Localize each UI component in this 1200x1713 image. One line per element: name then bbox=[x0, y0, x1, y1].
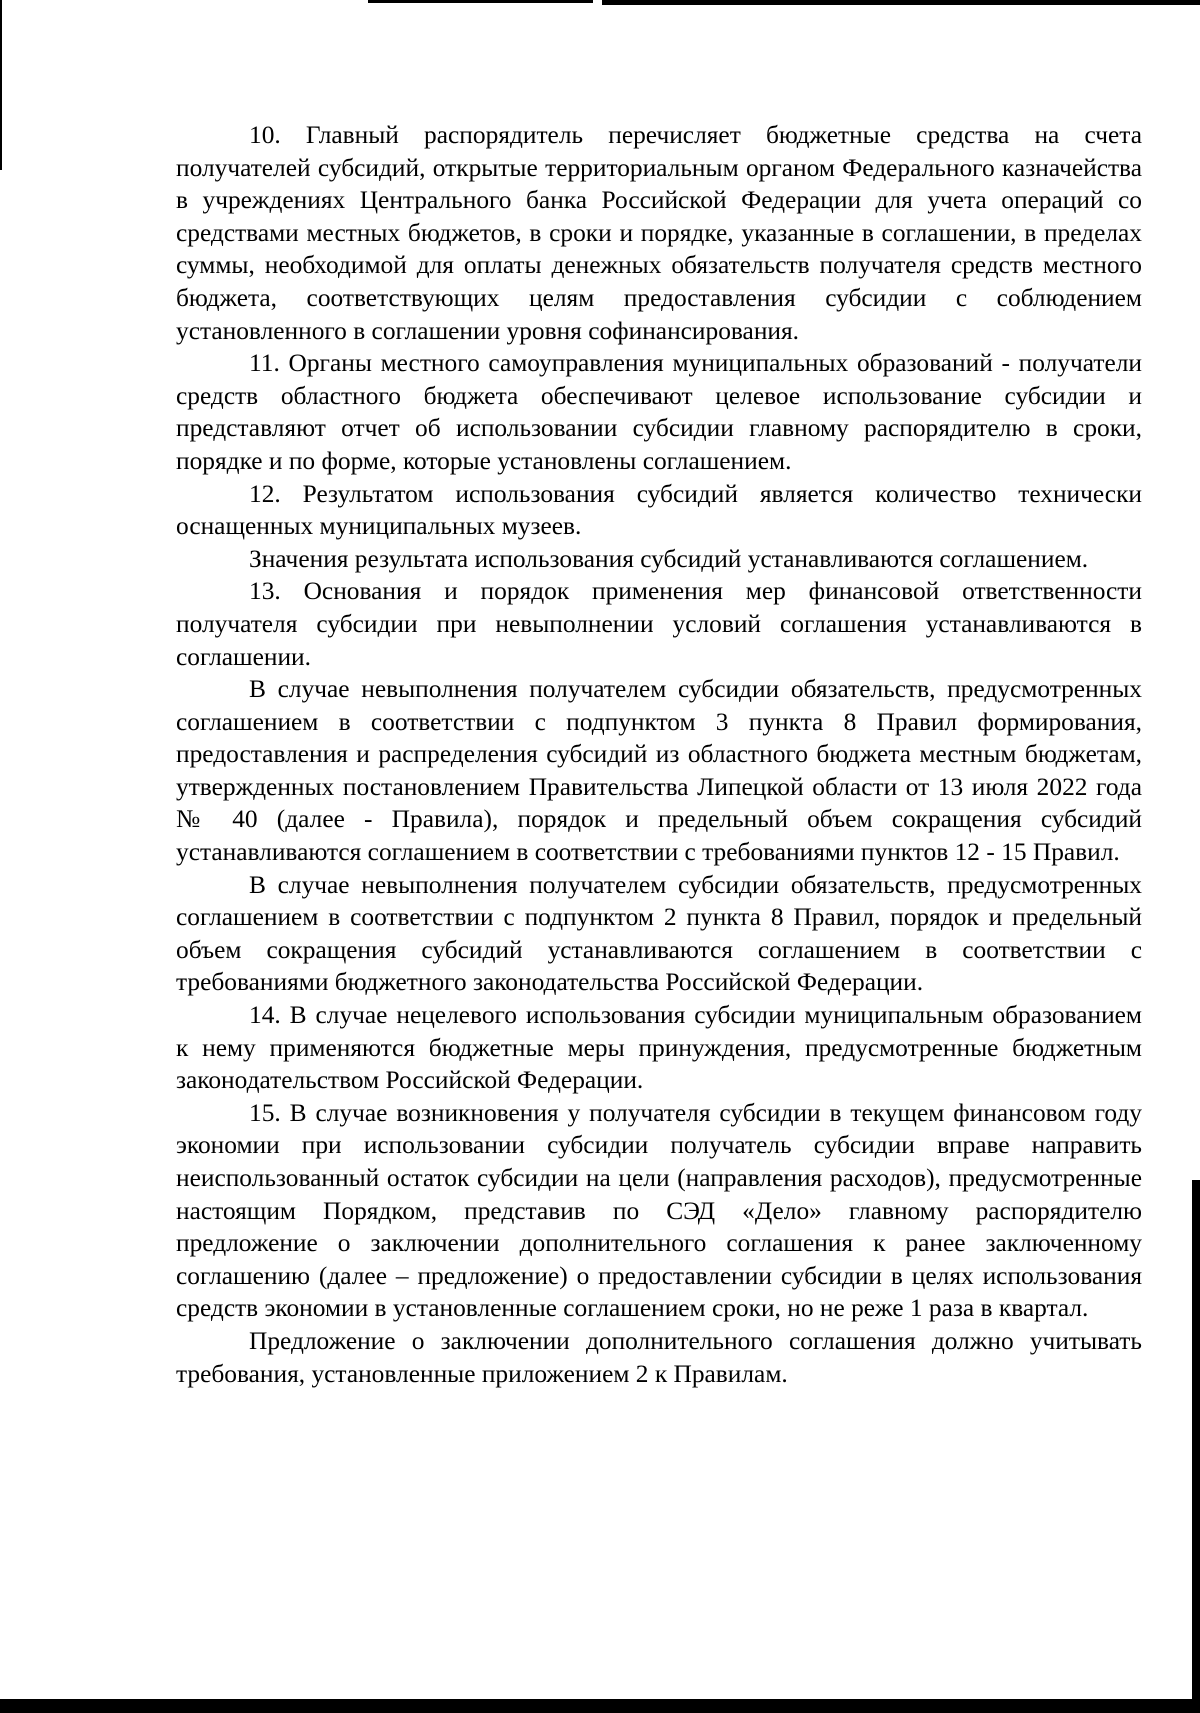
scan-edge-top-left bbox=[368, 0, 593, 3]
paragraph-10: 10. Главный распорядитель перечисляет бюджетные средства на счета получателей субсидий, открытые территориальным органом Федерального казначейства в учреждениях Центрального банка Российской Федерации для учета операций со средствами местных бюджетов, в сроки и порядке, указанные в соглашении, в пределах суммы, необходимой для оплаты денежных обязательств получателя средств местного бюджета, соответствующих целям предоставления субсидии с соблюдением установленного в соглашении уровня софинансирования. bbox=[176, 121, 1142, 345]
scan-edge-bottom bbox=[0, 1699, 1200, 1713]
document-body bbox=[176, 119, 1142, 1390]
paragraph-14: 14. В случае нецелевого использования субсидии муниципальным образованием к нему применяются бюджетные меры принуждения, предусмотренные бюджетным законодательством Российской Федерации. bbox=[176, 1001, 1142, 1095]
paragraph-13-case-2: В случае невыполнения получателем субсидии обязательств, предусмотренных соглашением в соответствии с подпунктом 2 пункта 8 Правил, порядок и предельный объем сокращения субсидий устанавливаются соглашением в соответствии с требованиями бюджетного законодательства Российской Федерации. bbox=[176, 870, 1142, 997]
paragraph-11: 11. Органы местного самоуправления муниципальных образований - получатели средств областного бюджета обеспечивают целевое использование субсидии и представляют отчет об использовании субсидии главному распорядителю в сроки, порядке и по форме, которые установлены соглашением. bbox=[176, 349, 1142, 475]
paragraph-12: 12. Результатом использования субсидий является количество технически оснащенных муниципальных музеев. bbox=[176, 479, 1142, 541]
scan-edge-right bbox=[1192, 1180, 1200, 1713]
paragraph-15: 15. В случае возникновения у получателя субсидии в текущем финансовом году экономии при использовании субсидии получатель субсидии вправе направить неиспользованный остаток субсидии на цели (направления расходов), предусмотренные настоящим Порядком, представив по СЭД «Дело» главному распорядителю предложение о заключении дополнительного соглашения к ранее заключенному соглашению (далее – предложение) о предоставлении субсидии в целях использования средств экономии в установленные соглашением сроки, но не реже 1 раза в квартал. bbox=[176, 1098, 1142, 1323]
scan-edge-left bbox=[0, 0, 2, 170]
paragraph-12-values: Значения результата использования субсидий устанавливаются соглашением. bbox=[249, 544, 1089, 573]
paragraph-15-proposal: Предложение о заключении дополнительного соглашения должно учитывать требования, установленные приложением 2 к Правилам. bbox=[176, 1326, 1142, 1388]
paragraph-13-case-1: В случае невыполнения получателем субсидии обязательств, предусмотренных соглашением в соответствии с подпунктом 3 пункта 8 Правил формирования, предоставления и распределения субсидий из областного бюджета местным бюджетам, утвержденных постановлением Правительства Липецкой области от 13 июля 2022 года № 40 (далее - Правила), порядок и предельный объем сокращения субсидий устанавливаются соглашением в соответствии с требованиями пунктов 12 - 15 Правил. bbox=[176, 675, 1142, 867]
paragraph-13: 13. Основания и порядок применения мер финансовой ответственности получателя субсидии при невыполнении условий соглашения устанавливаются в соглашении. bbox=[176, 577, 1142, 671]
scan-edge-top-right bbox=[602, 0, 1200, 5]
